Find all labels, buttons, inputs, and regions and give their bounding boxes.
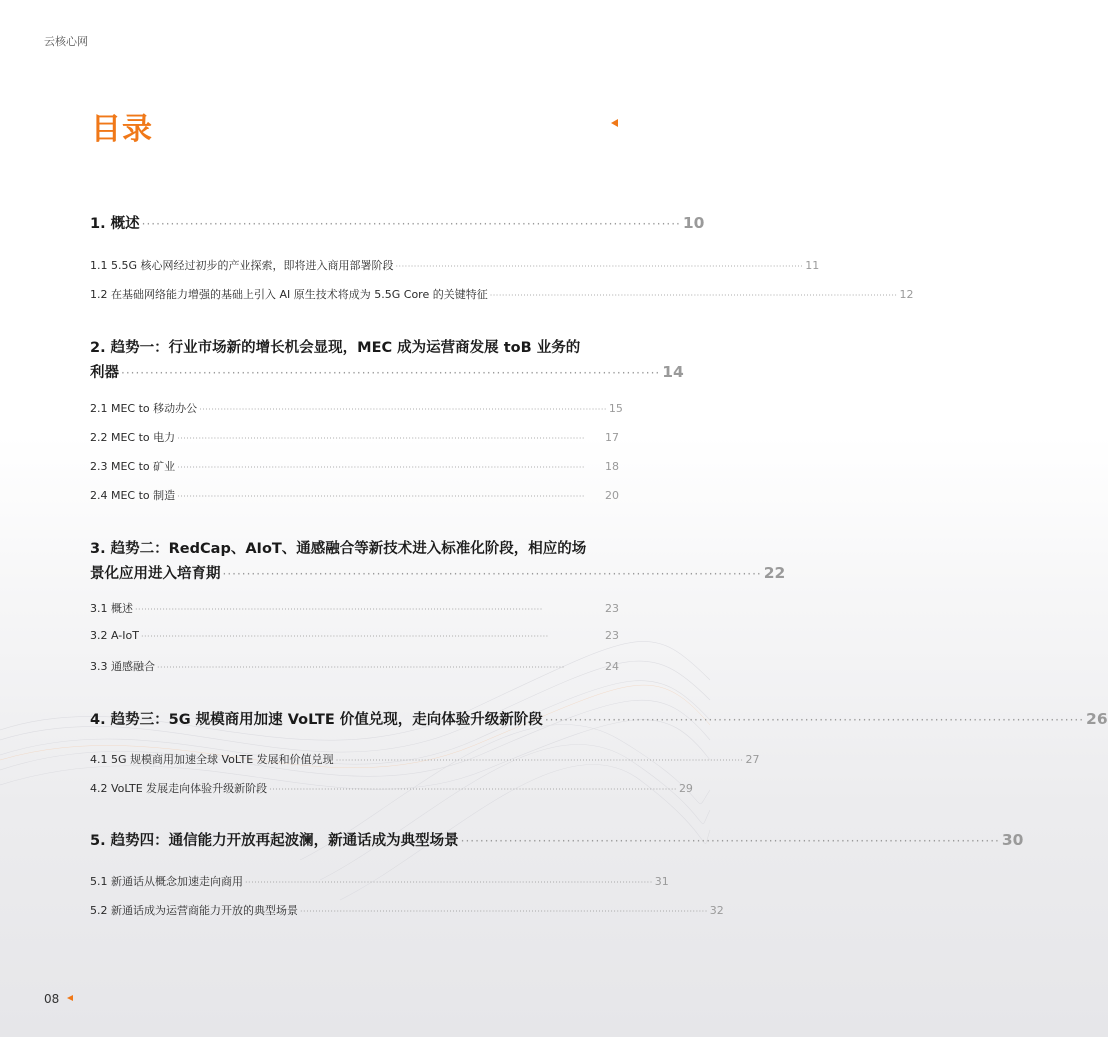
toc-section-3-2[interactable]: 3.2 A-IoT ······································································································································ 23 bbox=[90, 629, 619, 642]
toc-section-2-4[interactable]: 2.4 MEC to 制造 ······································································································································ 20 bbox=[90, 489, 619, 502]
toc-section-4-2[interactable]: 4.2 VoLTE 发展走向体验升级新阶段 ······································································································································ 29 bbox=[90, 782, 693, 795]
toc-section-2-3[interactable]: 2.3 MEC to 矿业 ······································································································································ 18 bbox=[90, 460, 619, 473]
toc-chapter-1[interactable]: 1. 概述 ················································································································ 10 bbox=[90, 214, 705, 232]
toc-section-3-1[interactable]: 3.1 概述 ······································································································································ 23 bbox=[90, 602, 619, 615]
page-number: 08 bbox=[44, 992, 60, 1006]
toc-section-3-3[interactable]: 3.3 通感融合 ······································································································································ 24 bbox=[90, 660, 619, 673]
brand-header: 云核心网 bbox=[44, 35, 88, 48]
chapter-page-number: 10 bbox=[682, 214, 705, 232]
toc-section-2-2[interactable]: 2.2 MEC to 电力 ······································································································································ 17 bbox=[90, 431, 619, 444]
toc-section-1-1[interactable]: 1.1 5.5G 核心网经过初步的产业探索，即将进入商用部署阶段 ······································································································································ 11 bbox=[90, 259, 820, 272]
toc-section-4-1[interactable]: 4.1 5G 规模商用加速全球 VoLTE 发展和价值兑现 ······································································································································ 27 bbox=[90, 753, 760, 766]
toc-chapter-2[interactable]: 2. 趋势一：行业市场新的增长机会显现，MEC 成为运营商发展 toB 业务的 利器 ················································································································ 14 bbox=[90, 340, 684, 381]
toc-section-2-1[interactable]: 2.1 MEC to 移动办公 ······································································································································ 15 bbox=[90, 402, 623, 415]
toc-chapter-5[interactable]: 5. 趋势四：通信能力开放再起波澜，新通话成为典型场景 ················································································································ 30 bbox=[90, 831, 1024, 849]
dot-leader: ················································································································ bbox=[141, 217, 681, 231]
toc-chapter-3[interactable]: 3. 趋势二：RedCap、AIoT、通感融合等新技术进入标准化阶段，相应的场 景化应用进入培育期 ················································································································ 22 bbox=[90, 541, 786, 582]
toc-section-5-2[interactable]: 5.2 新通话成为运营商能力开放的典型场景 ······································································································································ 32 bbox=[90, 904, 724, 917]
toc-section-1-2[interactable]: 1.2 在基础网络能力增强的基础上引入 AI 原生技术将成为 5.5G Core 的关键特征 ······································································································································ 12 bbox=[90, 288, 914, 301]
left-arrow-icon bbox=[67, 995, 73, 1001]
toc-chapter-4[interactable]: 4. 趋势三：5G 规模商用加速 VoLTE 价值兑现，走向体验升级新阶段 ················································································································ 26 bbox=[90, 710, 1108, 728]
left-arrow-icon bbox=[611, 119, 618, 127]
toc-title: 目录 bbox=[91, 112, 153, 147]
toc-section-5-1[interactable]: 5.1 新通话从概念加速走向商用 ······································································································································ 31 bbox=[90, 875, 669, 888]
